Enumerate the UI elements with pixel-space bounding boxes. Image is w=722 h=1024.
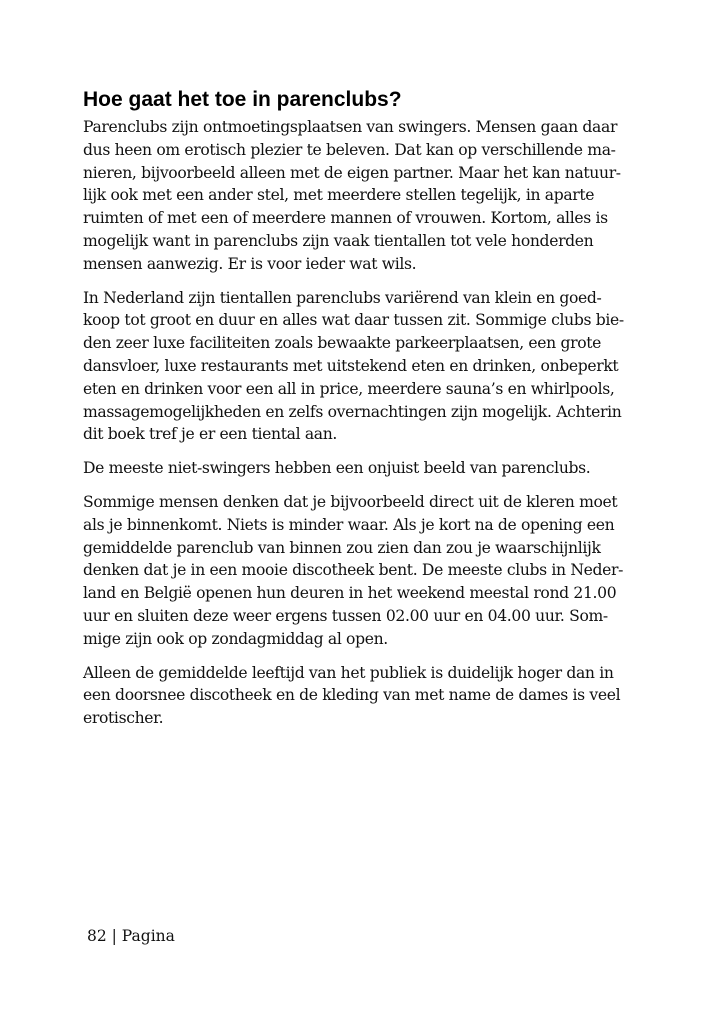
text-line: dus heen om erotisch plezier te beleven. Dat kan op verschillende ma-: [83, 140, 616, 159]
text-line: massagemogelijkheden en zelfs overnachtingen zijn mogelijk. Achterin: [83, 402, 622, 421]
text-line: gemiddelde parenclub van binnen zou zien dan zou je waarschijnlijk: [83, 538, 601, 557]
text-line: een doorsnee discotheek en de kleding van met name de dames is veel: [83, 686, 621, 705]
text-line: als je binnenkomt. Niets is minder waar. Als je kort na de opening een: [83, 515, 615, 534]
text-line: mige zijn ook op zondagmiddag al open.: [83, 629, 388, 648]
text-line: mensen aanwezig. Er is voor ieder wat wils.: [83, 254, 417, 273]
text-line: ruimten of met een of meerdere mannen of vrouwen. Kortom, alles is: [83, 209, 608, 228]
text-line: dit boek tref je er een tiental aan.: [83, 425, 338, 444]
text-line: eten en drinken voor een all in price, meerdere sauna’s en whirlpools,: [83, 379, 615, 398]
text-line: denken dat je in een mooie discotheek bent. De meeste clubs in Neder-: [83, 561, 624, 580]
text-line: koop tot groot en duur en alles wat daar tussen zit. Sommige clubs bie-: [83, 311, 624, 330]
text-line: Alleen de gemiddelde leeftijd van het publiek is duidelijk hoger dan in: [83, 663, 614, 682]
text-line: erotischer.: [83, 709, 164, 728]
page-number-footer: 82 | Pagina: [87, 927, 175, 945]
paragraph: [83, 491, 643, 651]
text-line: land en België openen hun deuren in het weekend meestal rond 21.00: [83, 584, 617, 603]
text-line: In Nederland zijn tientallen parenclubs variërend van klein en goed-: [83, 288, 602, 307]
paragraph: [83, 116, 643, 276]
text-line: uur en sluiten deze weer ergens tussen 02.00 uur en 04.00 uur. Som-: [83, 606, 608, 625]
text-line: dansvloer, luxe restaurants met uitstekend eten en drinken, onbeperkt: [83, 356, 619, 375]
text-line: den zeer luxe faciliteiten zoals bewaakte parkeerplaatsen, een grote: [83, 334, 602, 353]
paragraph: [83, 287, 643, 447]
text-line: Sommige mensen denken dat je bijvoorbeeld direct uit de kleren moet: [83, 492, 618, 511]
section-heading: Hoe gaat het toe in parenclubs?: [83, 88, 402, 111]
paragraph: [83, 662, 643, 730]
page-content: [83, 86, 643, 741]
text-line: Parenclubs zijn ontmoetingsplaatsen van swingers. Mensen gaan daar: [83, 118, 618, 136]
paragraph: [83, 457, 643, 480]
text-line: nieren, bijvoorbeeld alleen met de eigen partner. Maar het kan natuur-: [83, 163, 621, 182]
text-line: mogelijk want in parenclubs zijn vaak tientallen tot vele honderden: [83, 231, 594, 250]
text-line: lijk ook met een ander stel, met meerdere stellen tegelijk, in aparte: [83, 186, 595, 205]
text-line: De meeste niet-swingers hebben een onjuist beeld van parenclubs.: [83, 459, 591, 478]
